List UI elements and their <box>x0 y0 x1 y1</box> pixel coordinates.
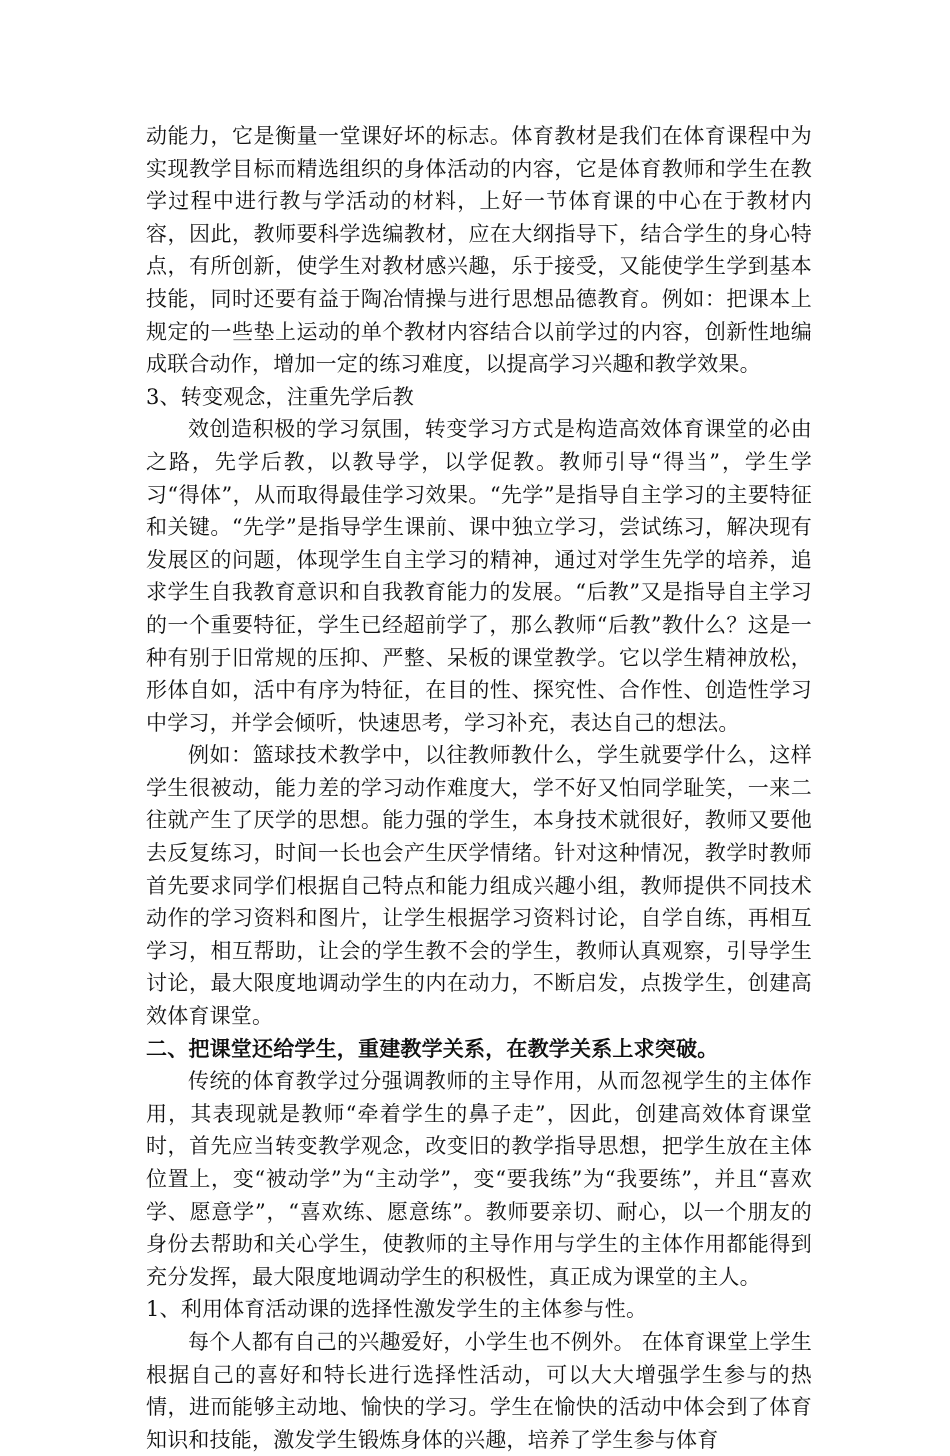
paragraph-traditional-teaching: 传统的体育教学过分强调教师的主导作用，从而忽视学生的主体作用，其表现就是教师“牵着学生的鼻子走”，因此，创建高效体育课堂时，首先应当转变教学观念，改变旧的教学指导思想，把学生放在主体位置上，变“被动学”为“主动学”，变“要我练”为“我要练”，并且“喜欢学、愿意学”，“喜欢练、愿意练”。教师要亲切、耐心，以一个朋友的身份去帮助和关心学生，使教师的主导作用与学生的主体作用都能得到充分发挥，最大限度地调动学生的积极性，真正成为课堂的主人。 <box>146 1069 812 1289</box>
section-heading-1: 1、利用体育活动课的选择性激发学生的主体参与性。 <box>146 1297 648 1322</box>
section-heading-3: 3、转变观念，注重先学后教 <box>146 384 414 409</box>
document-body <box>146 120 812 1456</box>
paragraph-intro: 动能力，它是衡量一堂课好坏的标志。体育教材是我们在体育课程中为实现教学目标而精选组织的身体活动的内容，它是体育教师和学生在教学过程中进行教与学活动的材料，上好一节体育课的中心在于教材内容，因此，教师要科学选编教材，应在大纲指导下，结合学生的身心特点，有所创新，使学生对教材感兴趣，乐于接受，又能使学生学到基本技能，同时还要有益于陶冶情操与进行思想品德教育。例如：把课本上规定的一些垫上运动的单个教材内容结合以前学过的内容，创新性地编成联合动作，增加一定的练习难度，以提高学习兴趣和教学效果。 <box>146 124 812 377</box>
section-heading-2: 二、把课堂还给学生，重建教学关系，在教学关系上求突破。 <box>146 1036 719 1061</box>
paragraph-interests: 每个人都有自己的兴趣爱好，小学生也不例外。 在体育课堂上学生根据自己的喜好和特长进行选择性活动，可以大大增强学生参与的热情，进而能够主动地、愉快的学习。学生在愉快的活动中体会到了体育知识和技能，激发学生锻炼身体的兴趣，培养了学生参与体育 <box>146 1329 812 1452</box>
paragraph-basketball-example: 例如：篮球技术教学中，以往教师教什么，学生就要学什么，这样学生很被动，能力差的学习动作难度大，学不好又怕同学耻笑，一来二往就产生了厌学的思想。能力强的学生，本身技术就很好，教师又要他去反复练习，时间一长也会产生厌学情绪。针对这种情况，教学时教师首先要求同学们根据自己特点和能力组成兴趣小组，教师提供不同技术动作的学习资料和图片，让学生根据学习资料讨论，自学自练，再相互学习，相互帮助，让会的学生教不会的学生，教师认真观察，引导学生讨论，最大限度地调动学生的内在动力，不断启发，点拨学生，创建高效体育课堂。 <box>146 743 812 1029</box>
paragraph-learn-first: 效创造积极的学习氛围，转变学习方式是构造高效体育课堂的必由之路，先学后教，以教导学，以学促教。教师引导“得当”，学生学习“得体”，从而取得最佳学习效果。“先学”是指导自主学习的主要特征和关键。“先学”是指导学生课前、课中独立学习，尝试练习，解决现有发展区的问题，体现学生自主学习的精神，通过对学生先学的培养，追求学生自我教育意识和自我教育能力的发展。“后教”又是指导自主学习的一个重要特征，学生已经超前学了，那么教师“后教”教什么？这是一种有别于旧常规的压抑、严整、呆板的课堂教学。它以学生精神放松，形体自如，活中有序为特征，在目的性、探究性、合作性、创造性学习中学习，并学会倾听，快速思考，学习补充，表达自己的想法。 <box>146 417 812 735</box>
